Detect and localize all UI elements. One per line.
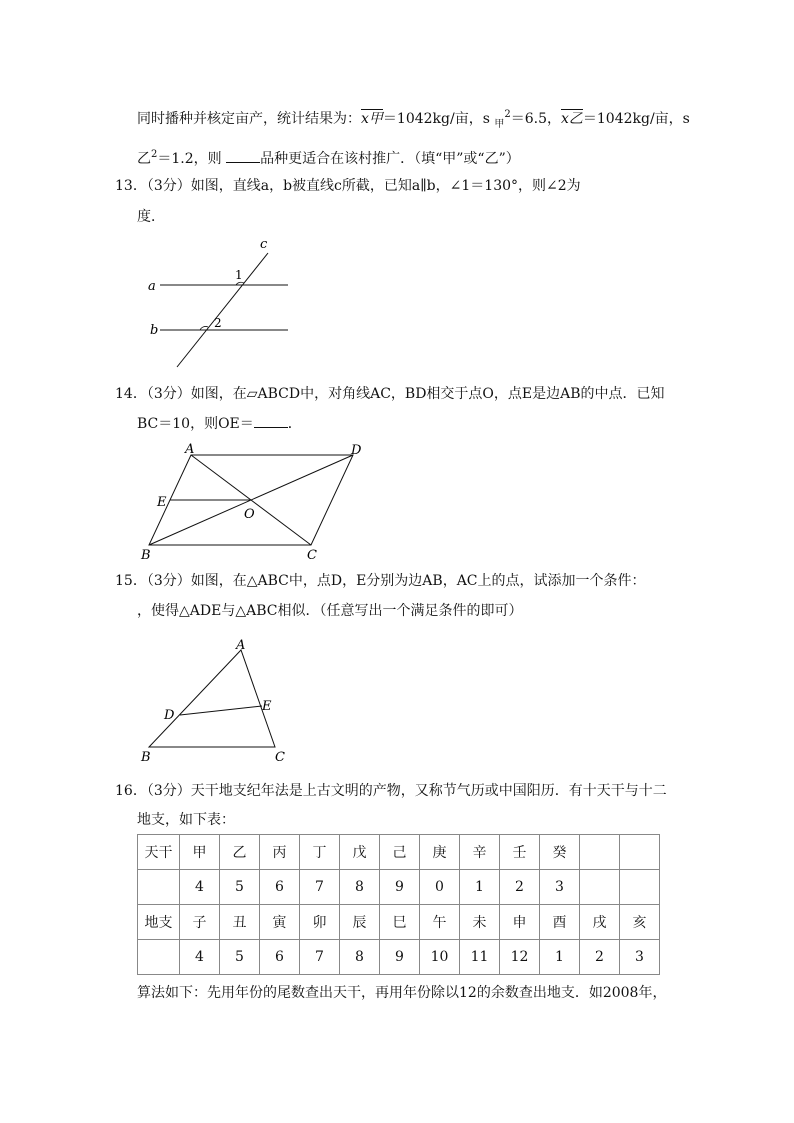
table-cell: 7 (300, 870, 340, 905)
line-c (177, 253, 268, 367)
triangle-ABC (149, 650, 275, 747)
table-cell: 7 (300, 940, 340, 975)
table-cell: 丙 (260, 835, 300, 870)
table-cell: 2 (580, 940, 620, 975)
table-cell: 壬 (500, 835, 540, 870)
table-cell: 辰 (340, 905, 380, 940)
s-jia-sub: 甲 (494, 119, 505, 130)
table-cell: 6 (260, 940, 300, 975)
q14-figure (135, 440, 375, 565)
table-cell: 3 (540, 870, 580, 905)
table-row (138, 870, 660, 905)
q12-answer-blank[interactable] (226, 150, 260, 163)
xbar-yi: x乙 (560, 111, 583, 127)
table-cell: 庚 (420, 835, 460, 870)
label-1: 1 (235, 268, 243, 282)
q12-text-b: ＝1.2，则 (157, 151, 222, 167)
q12-text-c: 品种更适合在该村推广．（填“甲”或“乙”） (260, 151, 520, 167)
label-A: A (236, 638, 246, 653)
table-cell: 5 (220, 940, 260, 975)
q16-line2: 地支，如下表： (137, 812, 235, 828)
table-cell: 8 (340, 940, 380, 975)
label-a: a (148, 279, 156, 294)
q14-answer-blank[interactable] (254, 415, 288, 428)
table-cell: 天干 (138, 835, 180, 870)
table-cell: 地支 (138, 905, 180, 940)
table-cell: 3 (620, 940, 660, 975)
table-cell: 9 (380, 870, 420, 905)
table-cell: 8 (340, 870, 380, 905)
q12-text-a: 同时播种并核定亩产，统计结果为： (137, 111, 361, 127)
table-cell: 辛 (460, 835, 500, 870)
table-row (138, 940, 660, 975)
q13-line1: 13．（3分）如图，直线a，b被直线c所截，已知a∥b，∠1＝130°，则∠2为 (115, 178, 581, 194)
q13-figure (140, 235, 300, 370)
table-cell (620, 870, 660, 905)
q16-line1: 16．（3分）天干地支纪年法是上古文明的产物，又称节气历或中国阳历．有十天干与十二 (115, 783, 667, 799)
table-cell: 巳 (380, 905, 420, 940)
table-cell: 2 (500, 870, 540, 905)
table-cell: 4 (180, 940, 220, 975)
label-A: A (185, 442, 195, 457)
table-cell: 癸 (540, 835, 580, 870)
q14-text-a: BC＝10，则OE＝ (137, 416, 254, 432)
table-cell: 6 (260, 870, 300, 905)
table-cell (580, 835, 620, 870)
label-B: B (141, 548, 151, 563)
table-cell: 11 (460, 940, 500, 975)
q15-figure (135, 635, 295, 765)
s-jia-square: 2 (504, 109, 511, 120)
table-cell: 1 (540, 940, 580, 975)
table-cell: 未 (460, 905, 500, 940)
s-yi-sub: 乙 (137, 151, 151, 167)
table-cell (138, 940, 180, 975)
table-cell (138, 870, 180, 905)
table-cell: 5 (220, 870, 260, 905)
q12-eq2: ＝1042kg/亩，s (582, 111, 690, 127)
table-cell: 1 (460, 870, 500, 905)
table-cell: 4 (180, 870, 220, 905)
label-C: C (307, 548, 317, 563)
table-cell (580, 870, 620, 905)
q15-line1: 15．（3分）如图，在△ABC中，点D，E分别为边AB，AC上的点，试添加一个条件： (115, 573, 646, 589)
label-O: O (244, 507, 255, 522)
table-cell: 10 (420, 940, 460, 975)
table-cell: 戊 (340, 835, 380, 870)
table-cell: 乙 (220, 835, 260, 870)
q12-line1 (137, 105, 690, 135)
label-C: C (275, 750, 285, 765)
label-B: B (141, 750, 151, 765)
table-cell: 12 (500, 940, 540, 975)
xbar-jia: x甲 (361, 111, 383, 127)
q14-line1: 14．（3分）如图，在▱ABCD中，对角线AC，BD相交于点O，点E是边AB的中点．已知 (115, 386, 665, 402)
table-cell: 子 (180, 905, 220, 940)
table-cell: 9 (380, 940, 420, 975)
table-cell: 酉 (540, 905, 580, 940)
q12-eq1: ＝1042kg/亩，s (382, 111, 495, 127)
table-row (138, 835, 660, 870)
q15-line2: ，使得△ADE与△ABC相似．（任意写出一个满足条件的即可） (137, 603, 523, 619)
label-2: 2 (214, 316, 222, 330)
table-cell: 寅 (260, 905, 300, 940)
table-row (138, 905, 660, 940)
segment-DE (180, 706, 262, 715)
q14-line2 (137, 414, 302, 434)
s-jia-val: ＝6.5， (510, 111, 561, 127)
table-cell: 丑 (220, 905, 260, 940)
q16-line3: 算法如下：先用年份的尾数查出天干，再用年份除以12的余数查出地支．如2008年， (137, 985, 667, 1001)
table-cell: 亥 (620, 905, 660, 940)
q14-text-b: ． (287, 416, 302, 432)
q12-line2 (137, 145, 520, 169)
ganzhi-table (137, 834, 660, 975)
label-D: D (164, 708, 175, 723)
table-cell: 午 (420, 905, 460, 940)
table-cell: 申 (500, 905, 540, 940)
label-D: D (351, 443, 362, 458)
label-E: E (157, 495, 167, 510)
label-E: E (262, 699, 272, 714)
table-cell: 0 (420, 870, 460, 905)
table-cell: 己 (380, 835, 420, 870)
s-yi-square: 2 (151, 149, 158, 160)
table-cell: 甲 (180, 835, 220, 870)
table-cell: 戌 (580, 905, 620, 940)
q13-line2: 度． (137, 209, 165, 225)
label-c: c (260, 237, 268, 252)
table-cell (620, 835, 660, 870)
table-cell: 丁 (300, 835, 340, 870)
table-cell: 卯 (300, 905, 340, 940)
label-b: b (150, 323, 159, 338)
